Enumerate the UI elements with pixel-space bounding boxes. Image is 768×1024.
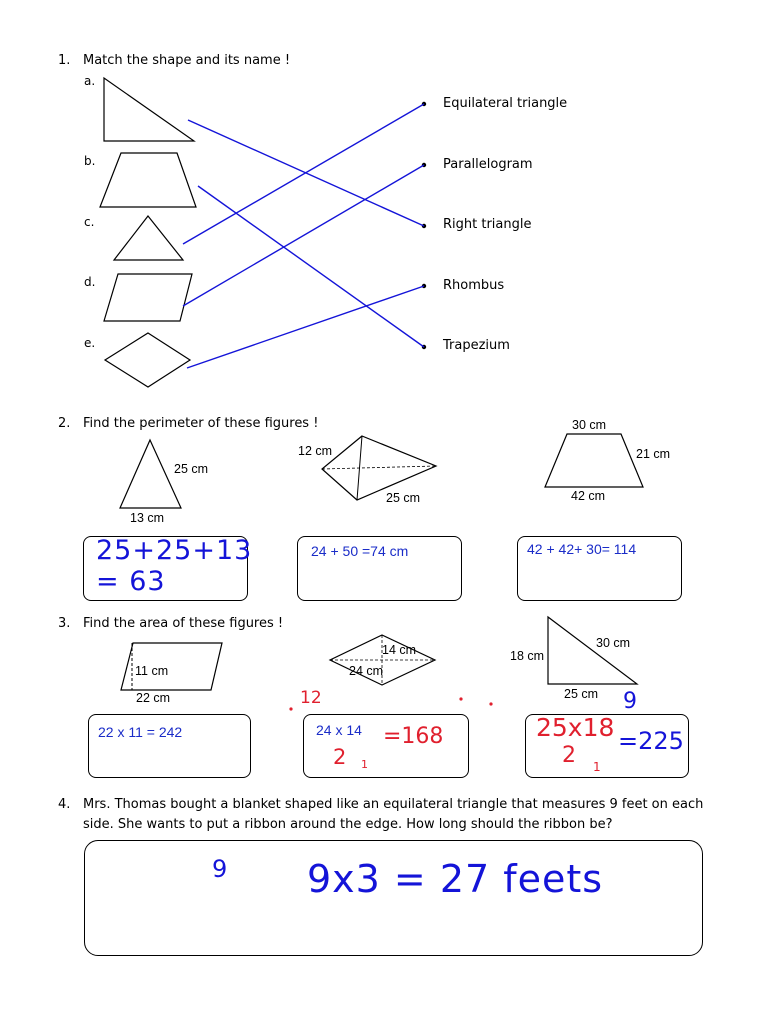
perimeter-trapezium [545,434,643,487]
q1-text: Match the shape and its name ! [83,53,291,68]
area-right-triangle [548,617,637,684]
q1-letter-d: d. [84,275,96,289]
q2-fig3-bottom: 42 cm [571,489,606,503]
q3-answer-3-sub: 1 [593,760,601,774]
q1-number: 1. [58,53,71,68]
name-trapezium: Trapezium [443,338,510,353]
q3-answer-2-result: =168 [383,724,444,749]
q2-answer-2: 24 + 50 =74 cm [311,543,409,559]
q4-answer: 9x3 = 27 feets [307,857,604,901]
shape-d-parallelogram [104,274,192,321]
q3-answer-2-typed: 24 x 14 [316,722,362,738]
q2-fig2-short: 12 cm [298,444,333,458]
shape-a-right-triangle [104,78,194,141]
q3-answer-1: 22 x 11 = 242 [98,724,183,740]
q3-answer-3-denominator: 2 [562,743,576,768]
q1-letter-b: b. [84,154,96,168]
q3-answer-3-mark: 9 [623,689,637,714]
q3-fig2-d2: 24 cm [349,664,384,678]
shape-b-trapezium [100,153,196,207]
q2-fig3-side: 21 cm [636,447,671,461]
q4-number: 4. [58,797,71,812]
q2-fig2-long: 25 cm [386,491,421,505]
q2-fig3-top: 30 cm [572,418,607,432]
shape-c-equilateral-triangle [114,216,183,260]
q2-text: Find the perimeter of these figures ! [83,416,319,431]
q2-answer-3: 42 + 42+ 30= 114 [527,541,637,557]
name-equilateral-triangle: Equilateral triangle [443,96,568,111]
q2-answer-1-line1: 25+25+13 [96,535,253,566]
name-parallelogram: Parallelogram [443,157,533,172]
q4-label-9: 9 [212,855,228,883]
q3-answer-2-mark: 12 [300,688,322,708]
q2-answer-1-line2: = 63 [96,566,166,597]
q3-fig3-height: 18 cm [510,649,545,663]
q3-fig3-hyp: 30 cm [596,636,631,650]
q1-letter-a: a. [84,74,96,88]
name-right-triangle: Right triangle [443,217,532,232]
q4-text-line2: side. She wants to put a ribbon around the edge. How long should the ribbon be? [83,817,613,832]
q3-text: Find the area of these figures ! [83,616,284,631]
q3-number: 3. [58,616,71,631]
name-rhombus: Rhombus [443,278,505,293]
q3-fig2-d1: 14 cm [382,643,417,657]
q3-fig1-height: 11 cm [135,664,169,678]
q3-answer-2-sub: 1 [361,758,368,771]
q3-fig1-base: 22 cm [136,691,171,705]
perimeter-isosceles-triangle [120,440,181,508]
q2-fig1-base: 13 cm [130,511,165,525]
shape-e-rhombus [105,333,190,387]
q3-answer-3-numerator: 25x18 [536,713,615,742]
q1-letter-e: e. [84,336,96,350]
q3-answer-3-result: =225 [618,727,684,755]
matching-lines [183,104,424,368]
q3-fig3-base: 25 cm [564,687,599,701]
q4-text-line1: Mrs. Thomas bought a blanket shaped like an equilateral triangle that measures 9 feet on each [83,797,704,812]
q3-answer-2-denominator: 2 [333,745,347,769]
q2-fig1-side: 25 cm [174,462,209,476]
q2-number: 2. [58,416,71,431]
q1-letter-c: c. [84,215,95,229]
